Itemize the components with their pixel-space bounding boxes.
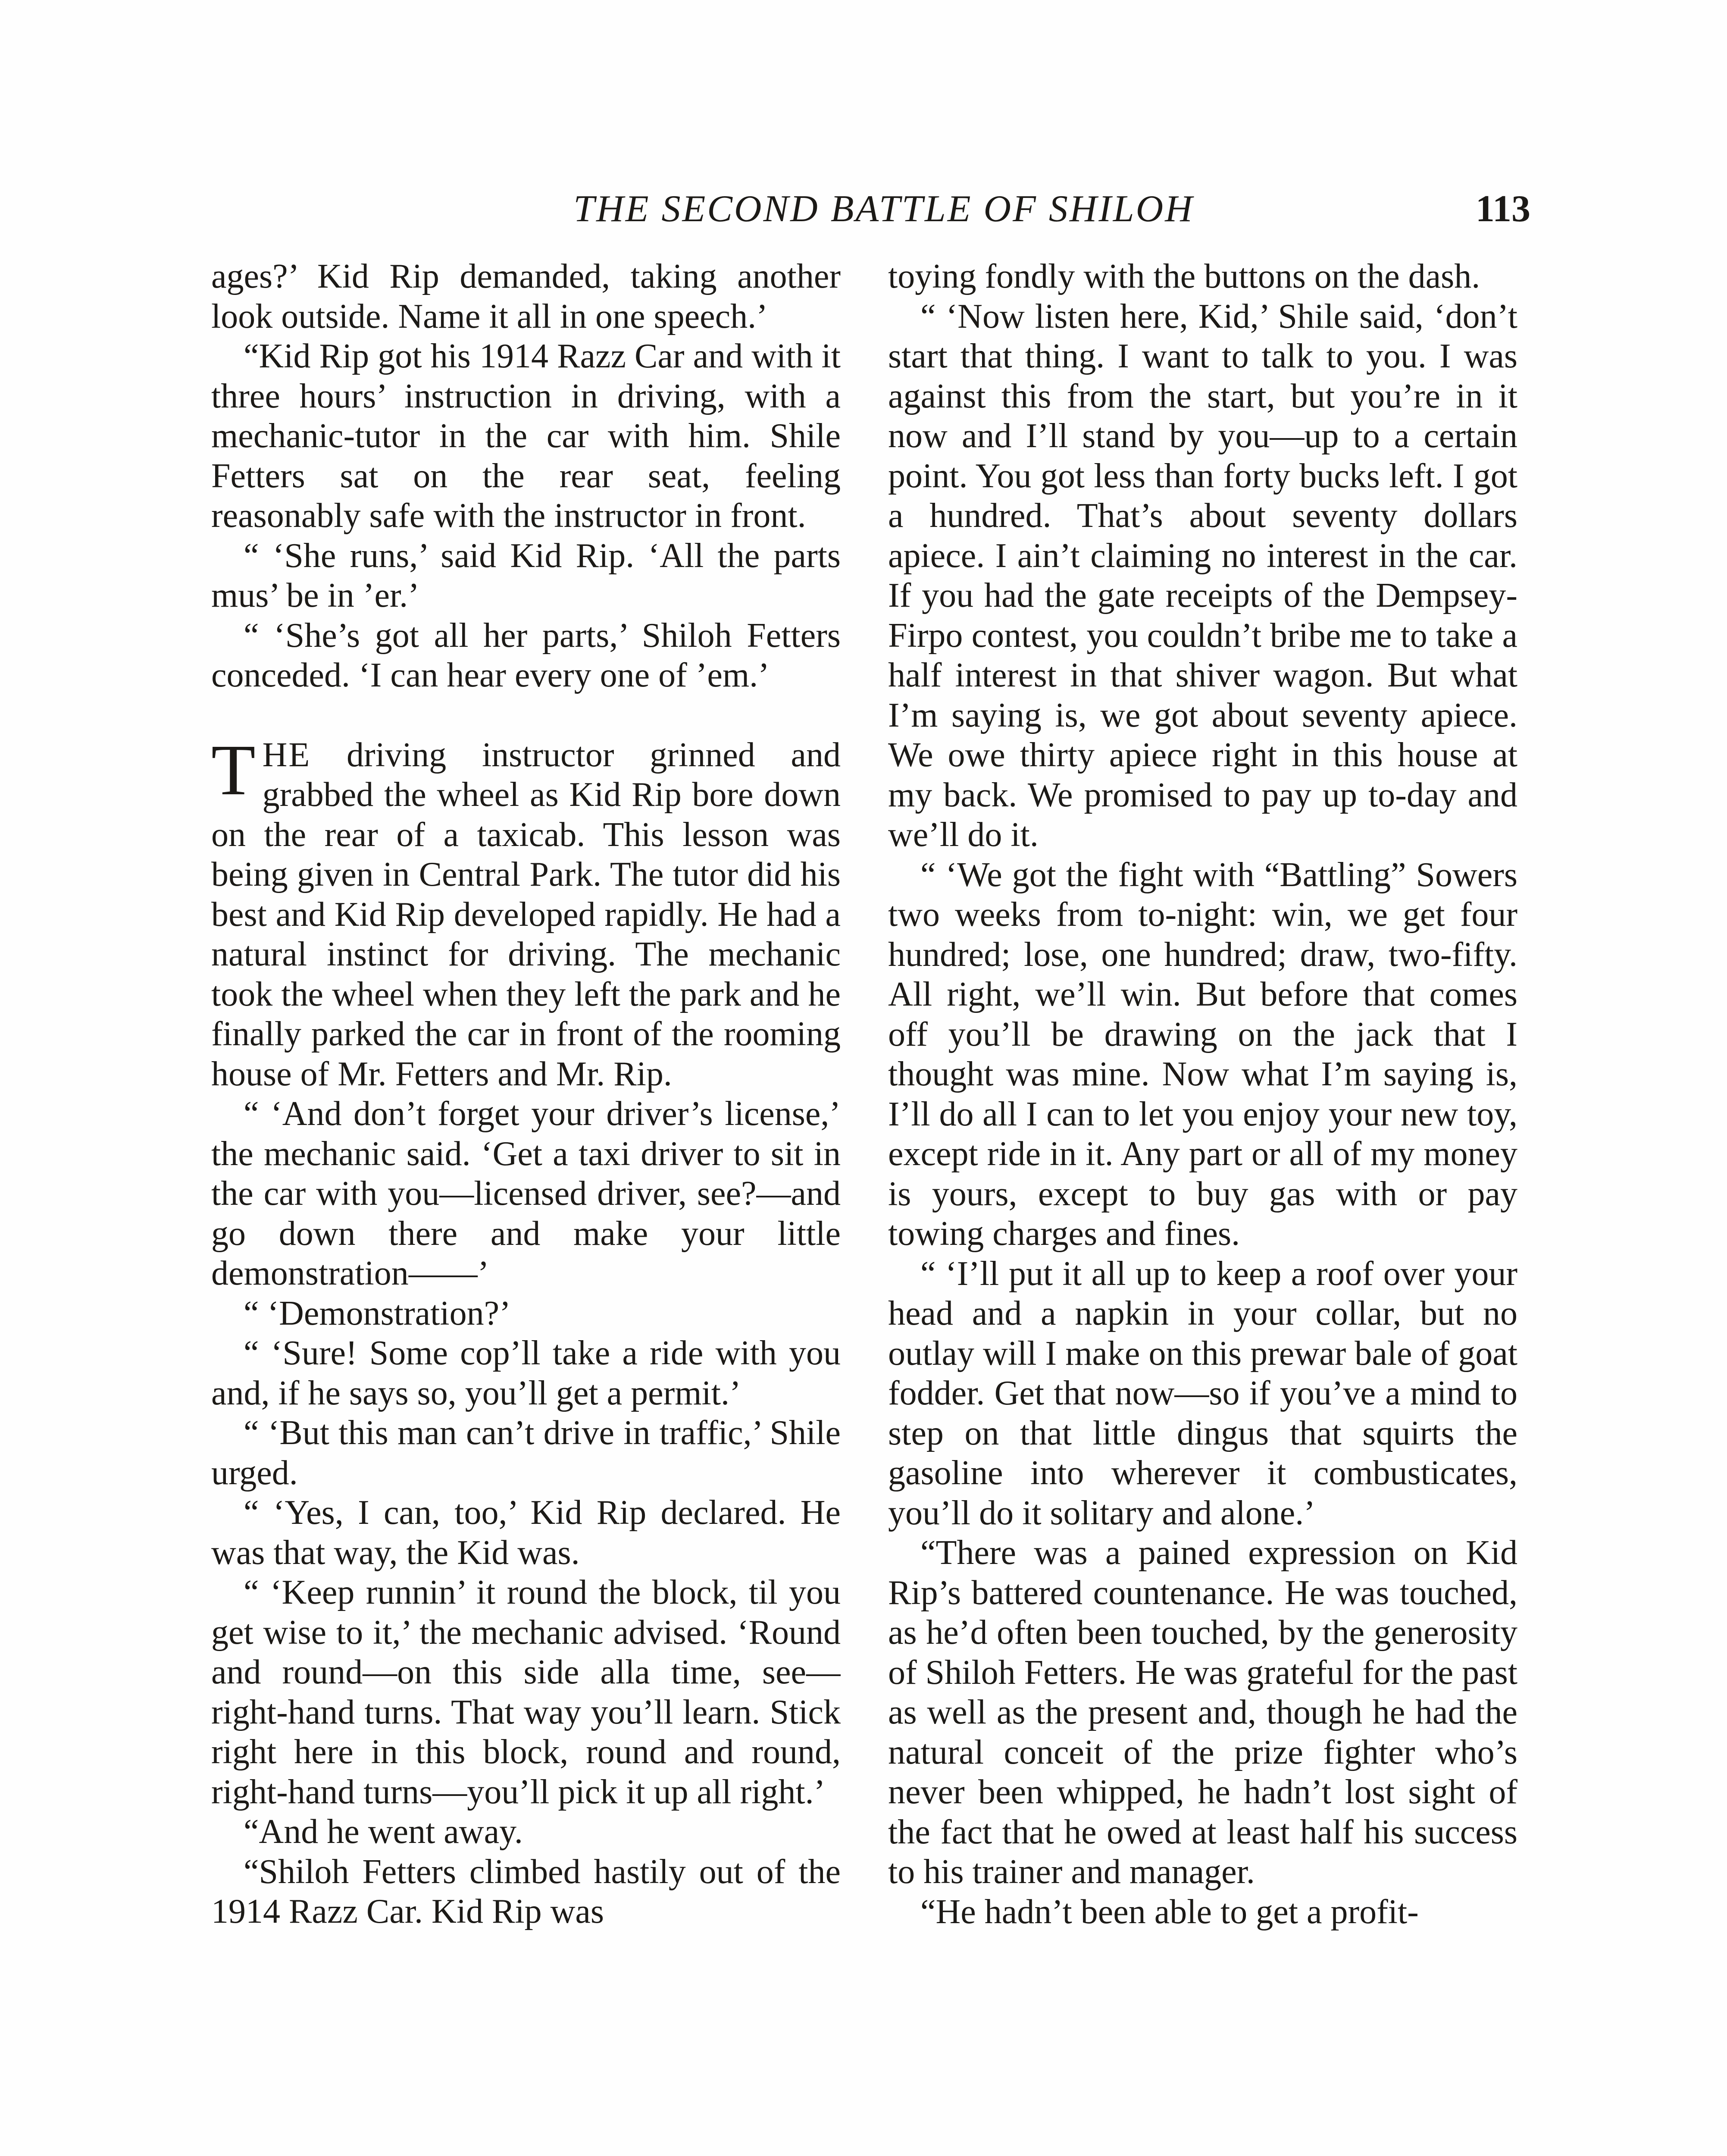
- paragraph: toying fondly with the buttons on the dash.: [888, 257, 1480, 295]
- paragraph: “There was a pained expression on Kid Rip’s battered countenance. He was touched, as he’d often been touched, by the generosity of Shiloh Fetters. He was grateful for the past as well as the present and, though he had the natural conceit of the prize fighter who’s never been whipped, he hadn’t lost sight of the fact that he owed at least half his success to his trainer and manager.: [888, 1534, 1517, 1891]
- paragraph: “ ‘Sure! Some cop’ll take a ride with you and, if he says so, you’ll get a permit.’: [211, 1334, 841, 1412]
- right-column: [888, 257, 1517, 2156]
- small-caps-lead: HE: [262, 736, 311, 774]
- section-break: [211, 696, 841, 735]
- paragraph: “ ‘But this man can’t drive in traffic,’ Shile urged.: [211, 1414, 841, 1492]
- paragraph: “ ‘Keep runnin’ it round the block, til you get wise to it,’ the mechanic advised. ‘Round and round—on this side alla time, see—right-hand turns. That way you’ll learn. Stick right here in this block, round and round, right-hand turns—you’ll pick it up all right.’: [211, 1573, 841, 1811]
- left-column: [211, 257, 841, 2156]
- paragraph: “ ‘I’ll put it all up to keep a roof over your head and a napkin in your collar, but no outlay will I make on this prewar bale of goat fodder. Get that now—so if you’ve a mind to step on that little dingus that squirts the gasoline into wherever it combusticates, you’ll do it solitary and alone.’: [888, 1254, 1517, 1532]
- page-number: 113: [1475, 188, 1530, 230]
- paragraph: “Kid Rip got his 1914 Razz Car and with it three hours’ instruction in driving, with a mechanic-tutor in the car with him. Shile Fetters sat on the rear seat, feeling reasonably safe with the instructor in front.: [211, 337, 841, 535]
- paragraph: “ ‘She runs,’ said Kid Rip. ‘All the parts mus’ be in ’er.’: [211, 536, 841, 614]
- paragraph: “ ‘Now listen here, Kid,’ Shile said, ‘don’t start that thing. I want to talk to you. I was against this from the start, but you’re in it now and I’ll stand by you—up to a certain point. You got less than forty bucks left. I got a hundred. That’s about seventy dollars apiece. I ain’t claiming no interest in the car. If you had the gate receipts of the Dempsey-Firpo contest, you couldn’t bribe me to take a half interest in that shiver wagon. But what I’m saying is, we got about seventy apiece. We owe thirty apiece right in this house at my back. We promised to pay up to-day and we’ll do it.: [888, 297, 1517, 854]
- paragraph: “ ‘We got the fight with “Battling” Sowers two weeks from to-night: win, we get four hundred; lose, one hundred; draw, two-fifty. All right, we’ll win. But before that comes off you’ll be drawing on the jack that I thought was mine. Now what I’m saying is, I’ll do all I can to let you enjoy your new toy, except ride in it. Any part or all of my money is yours, except to buy gas with or pay towing charges and fines.: [888, 856, 1517, 1253]
- paragraph: “ ‘Yes, I can, too,’ Kid Rip declared. He was that way, the Kid was.: [211, 1494, 841, 1572]
- paragraph: “Shiloh Fetters climbed hastily out of the 1914 Razz Car. Kid Rip was: [211, 1852, 841, 1930]
- paragraph: ages?’ Kid Rip demanded, taking another look outside. Name it all in one speech.’: [211, 257, 841, 335]
- paragraph: “ ‘Demonstration?’: [244, 1294, 511, 1332]
- paragraph: “ ‘And don’t forget your driver’s license,’ the mechanic said. ‘Get a taxi driver to sit in the car with you—licensed driver, see?—and go down there and make your little demonstration——’: [211, 1095, 841, 1292]
- paragraph: “He hadn’t been able to get a profit-: [920, 1893, 1419, 1931]
- paragraph: “ ‘She’s got all her parts,’ Shiloh Fetters conceded. ‘I can hear every one of ’em.’: [211, 616, 841, 694]
- running-head-title: THE SECOND BATTLE OF SHILOH: [573, 188, 1194, 230]
- section-opening-paragraph: [211, 730, 841, 1094]
- paragraph: “And he went away.: [244, 1813, 523, 1851]
- drop-cap: T: [211, 730, 256, 810]
- paragraph-text: driving instructor grinned and grabbed the wheel as Kid Rip bore down on the rear of a taxicab. This lesson was being given in Central Park. The tutor did his best and Kid Rip developed rapidly. He had a natural instinct for driving. The mechanic took the wheel when they left the park and he finally parked the car in front of the rooming house of Mr. Fetters and Mr. Rip.: [211, 736, 841, 1093]
